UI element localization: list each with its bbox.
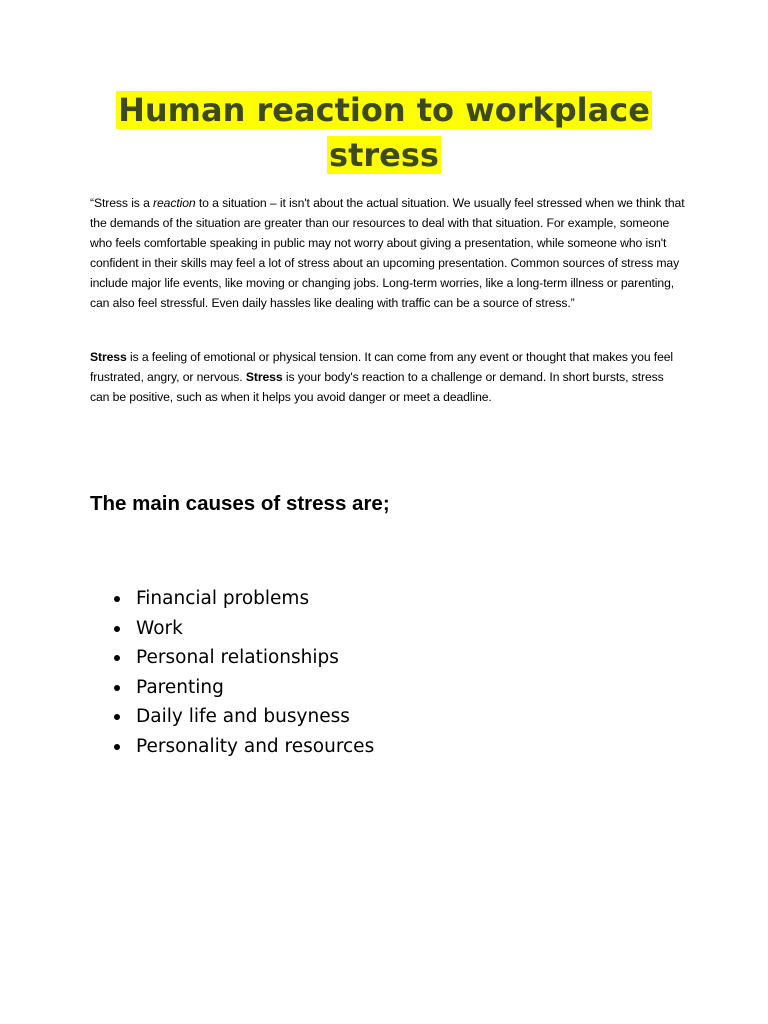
list-item-label: Work — [136, 617, 183, 639]
quote-rest: to a situation – it isn't about the actual situation. We usually feel stressed when we think that the demands of the situation are greater than our resources to deal with that situation. For example, someone who feels comfortable speaking in public may not worry about giving a presentation, while someone who isn't confident in their skills may feel a lot of stress about an upcoming presentation. Common sources of stress may include major life events, like moving or changing jobs. Long-term worries, like a long-term illness or parenting, can also feel stressful. Even daily hassles like dealing with traffic can be a source of stress.” — [90, 196, 685, 310]
bullet-icon — [114, 685, 120, 691]
bullet-icon — [114, 714, 120, 720]
list-item-label: Parenting — [136, 676, 224, 698]
quote-lead: Stress is a — [93, 196, 154, 210]
list-item-label: Financial problems — [136, 588, 310, 609]
list-item — [108, 584, 374, 614]
quote-paragraph — [90, 193, 686, 313]
quote-open-mark: “ — [90, 196, 94, 210]
causes-heading: The main causes of stress are; — [90, 492, 390, 515]
causes-list — [108, 584, 374, 762]
definition-part-2: is your body's reaction to a challenge or demand. In short bursts, stress can be positive, such as when it helps you avoid danger or meet a deadline. — [90, 370, 664, 404]
definition-paragraph — [90, 347, 686, 407]
quote-emphasis: reaction — [153, 196, 196, 210]
definition-part-1: is a feeling of emotional or physical tension. It can come from any event or thought that makes you feel frustrated, angry, or nervous. — [90, 350, 674, 384]
list-item — [108, 673, 374, 703]
bullet-icon — [114, 596, 120, 602]
page-title — [60, 88, 708, 178]
bullet-icon — [114, 626, 120, 632]
definition-term: Stress — [90, 350, 127, 364]
list-item — [108, 614, 374, 644]
title-highlight: Human reaction to workplace stress — [118, 91, 650, 174]
list-item-label: Daily life and busyness — [136, 706, 350, 728]
list-item — [108, 643, 374, 673]
list-item-label: Personality and resources — [136, 735, 375, 757]
list-item-label: Personal relationships — [136, 647, 339, 669]
bullet-icon — [114, 744, 120, 750]
list-item — [108, 702, 374, 732]
definition-term-2: Stress — [245, 370, 283, 384]
list-item — [108, 732, 374, 762]
bullet-icon — [114, 655, 120, 661]
